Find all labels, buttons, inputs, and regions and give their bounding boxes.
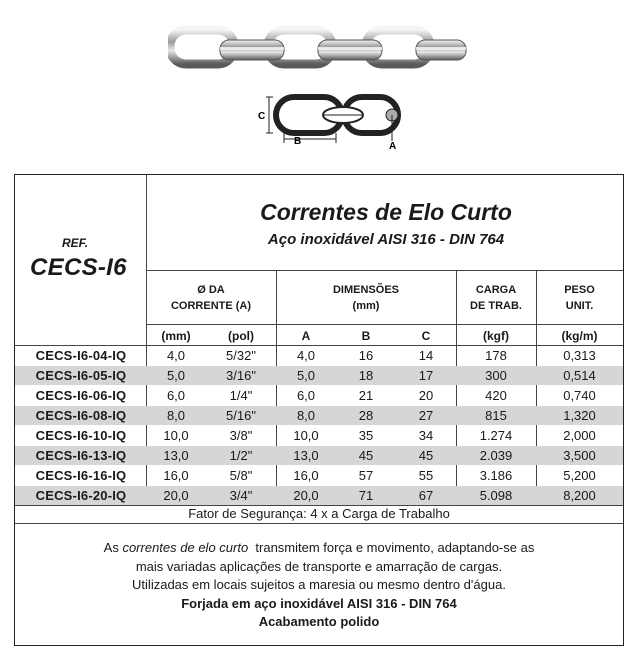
cell-kgf: 420 <box>485 388 507 403</box>
cell-kgm: 8,200 <box>563 488 596 503</box>
description-line4: Forjada em aço inoxidável AISI 316 - DIN 764 <box>181 595 457 611</box>
cell-pol: 3/8" <box>229 428 253 443</box>
table-row <box>15 346 623 365</box>
header-load-line1: CARGA <box>475 284 517 296</box>
cell-ref: CECS-I6-06-IQ <box>35 388 127 403</box>
ref-label: REF. <box>62 236 89 250</box>
description <box>15 539 623 632</box>
cell-kgf: 815 <box>485 408 507 423</box>
description-line3: Utilizadas em locais sujeitos a maresia ou mesmo dentro d'água. <box>132 577 506 592</box>
table-row <box>15 406 623 425</box>
cell-ref: CECS-I6-10-IQ <box>35 428 127 443</box>
cell-kgm: 1,320 <box>563 408 596 423</box>
dim-label-b: B <box>294 136 302 147</box>
description-emphasis: correntes de elo curto <box>122 540 249 555</box>
table-row <box>15 386 623 405</box>
cell-a: 16,0 <box>293 468 319 483</box>
ref-code: CECS-I6 <box>30 254 127 281</box>
header-diameter-line2: CORRENTE (A) <box>170 300 252 312</box>
cell-ref: CECS-I6-04-IQ <box>35 348 127 363</box>
cell-a: 6,0 <box>296 388 316 403</box>
header-diameter <box>146 282 276 314</box>
cell-c: 27 <box>418 408 434 423</box>
cell-b: 21 <box>358 388 374 403</box>
unit-kgf: (kgf) <box>483 329 509 343</box>
cell-mm: 8,0 <box>166 408 186 423</box>
header-weight <box>536 282 623 314</box>
page-title: Correntes de Elo Curto <box>260 199 512 225</box>
cell-b: 57 <box>358 468 374 483</box>
header-load <box>456 282 536 314</box>
cell-kgm: 0,514 <box>563 368 596 383</box>
dimension-diagram <box>256 93 406 149</box>
chain-photo <box>168 16 468 92</box>
cell-kgm: 5,200 <box>563 468 596 483</box>
cell-a: 13,0 <box>293 448 319 463</box>
header-weight-line2: UNIT. <box>565 300 594 312</box>
cell-kgf: 2.039 <box>479 448 513 463</box>
cell-mm: 10,0 <box>163 428 189 443</box>
divider <box>146 270 623 271</box>
cell-ref: CECS-I6-05-IQ <box>35 368 127 383</box>
cell-b: 28 <box>358 408 374 423</box>
cell-a: 5,0 <box>296 368 316 383</box>
cell-pol: 1/4" <box>229 388 253 403</box>
description-line5: Acabamento polido <box>258 614 380 629</box>
header-diameter-line1: Ø DA <box>197 284 225 296</box>
description-line1: As correntes de elo curto transmitem força e movimento, adaptando-se as <box>103 540 535 555</box>
unit-b: B <box>361 329 371 343</box>
cell-kgm: 2,000 <box>563 428 596 443</box>
cell-b: 16 <box>358 348 374 363</box>
cell-pol: 5/16" <box>226 408 256 423</box>
unit-a: A <box>301 329 311 343</box>
header-dimensions <box>276 282 456 314</box>
dim-label-a: A <box>389 141 397 149</box>
table-row <box>15 466 623 485</box>
unit-c: C <box>421 329 431 343</box>
cell-b: 35 <box>358 428 374 443</box>
header-dimensions-line1: DIMENSÕES <box>332 284 399 296</box>
cell-mm: 5,0 <box>166 368 186 383</box>
cell-mm: 20,0 <box>163 488 189 503</box>
cell-a: 8,0 <box>296 408 316 423</box>
cell-b: 45 <box>358 448 374 463</box>
header-dimensions-line2: (mm) <box>352 300 380 312</box>
cell-pol: 5/8" <box>229 468 253 483</box>
cell-kgm: 3,500 <box>563 448 596 463</box>
unit-mm: (mm) <box>161 329 191 343</box>
table-row <box>15 486 623 505</box>
cell-ref: CECS-I6-13-IQ <box>35 448 127 463</box>
cell-kgm: 0,740 <box>563 388 596 403</box>
cell-b: 18 <box>358 368 374 383</box>
description-line2: mais variadas aplicações de transporte e amarração de cargas. <box>135 558 503 574</box>
cell-kgf: 178 <box>485 348 507 363</box>
cell-c: 67 <box>418 488 434 503</box>
cell-pol: 1/2" <box>229 448 253 463</box>
cell-c: 20 <box>418 388 434 403</box>
cell-c: 14 <box>418 348 434 363</box>
table-row <box>15 446 623 465</box>
cell-ref: CECS-I6-20-IQ <box>35 488 127 503</box>
page-subtitle: Aço inoxidável AISI 316 - DIN 764 <box>267 231 505 248</box>
cell-a: 4,0 <box>296 348 316 363</box>
cell-kgm: 0,313 <box>563 348 596 363</box>
cell-mm: 13,0 <box>163 448 189 463</box>
cell-c: 17 <box>418 368 434 383</box>
cell-pol: 3/4" <box>229 488 253 503</box>
unit-pol: (pol) <box>228 329 254 343</box>
cell-pol: 3/16" <box>226 368 256 383</box>
table-row <box>15 426 623 445</box>
cell-mm: 16,0 <box>163 468 189 483</box>
cell-a: 20,0 <box>293 488 319 503</box>
divider <box>15 523 623 524</box>
table-row <box>15 366 623 385</box>
cell-pol: 5/32" <box>226 348 256 363</box>
cell-c: 45 <box>418 448 434 463</box>
cell-kgf: 300 <box>485 368 507 383</box>
cell-kgf: 5.098 <box>479 488 513 503</box>
cell-c: 55 <box>418 468 434 483</box>
cell-kgf: 3.186 <box>479 468 513 483</box>
cell-b: 71 <box>358 488 374 503</box>
dim-label-c: C <box>258 111 266 122</box>
unit-kgm: (kg/m) <box>561 329 598 343</box>
cell-a: 10,0 <box>293 428 319 443</box>
cell-c: 34 <box>418 428 434 443</box>
cell-kgf: 1.274 <box>479 428 513 443</box>
cell-ref: CECS-I6-16-IQ <box>35 468 127 483</box>
header-load-line2: DE TRAB. <box>470 300 522 312</box>
divider <box>146 324 623 325</box>
cell-ref: CECS-I6-08-IQ <box>35 408 127 423</box>
safety-note: Fator de Segurança: 4 x a Carga de Trabalho <box>188 506 450 521</box>
cell-mm: 4,0 <box>166 348 186 363</box>
cell-mm: 6,0 <box>166 388 186 403</box>
header-weight-line1: PESO <box>564 284 595 296</box>
